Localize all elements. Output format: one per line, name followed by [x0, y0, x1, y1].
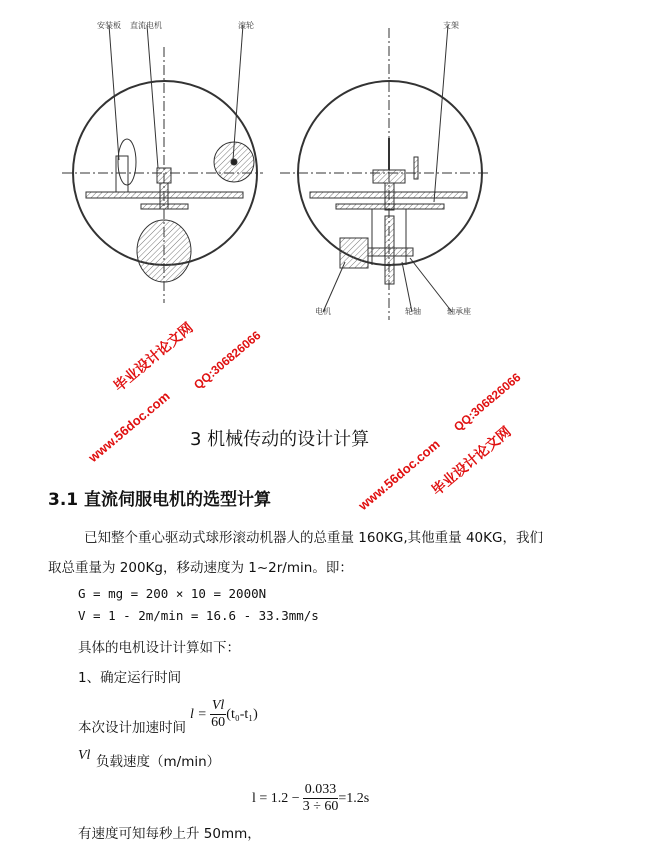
watermark-site: www.56doc.com [355, 436, 443, 513]
formula-result: l = 1.2 − $\frac{0.033}{3 \div 60}$ =1.2s [252, 782, 370, 814]
label-dc-motor: 直流电机 [130, 21, 162, 30]
paragraph-line: 有速度可知每秒上升 50mm， [78, 826, 261, 842]
watermark-qq: QQ:306826066 [191, 328, 264, 392]
label-motor: 电机 [315, 307, 331, 316]
paragraph-line: 负载速度（m/min） [96, 754, 221, 770]
equation-weight: G = mg = 200 × 10 = 2000N [78, 586, 267, 601]
watermark-name: 毕业设计论文网 [428, 423, 514, 499]
label-bracket: 支架 [443, 21, 459, 30]
formula-accel-time: l = $\frac{Vl}{60}$ (t₀-t₁) [190, 698, 258, 730]
watermark-name: 毕业设计论文网 [110, 319, 196, 395]
paragraph-line: 本次设计加速时间 [78, 720, 186, 736]
mechanism-figure [0, 0, 656, 330]
paragraph-line: 已知整个重心驱动式球形滚动机器人的总重量 160KG,其他重量 40KG，我们 [84, 530, 543, 546]
equation-velocity: V = 1 - 2m/min = 16.6 - 33.3mm/s [78, 608, 319, 623]
section-title: 3.1 直流伺服电机的选型计算 [48, 490, 272, 510]
label-bearing-seat: 轴承座 [447, 307, 471, 316]
watermark-site: www.56doc.com [85, 388, 173, 465]
chapter-title: 3 机械传动的设计计算 [190, 429, 370, 450]
vl-symbol: Vl [78, 748, 91, 763]
label-wheel-axle: 轮轴 [405, 307, 421, 316]
step-heading: 1、确定运行时间 [78, 670, 182, 686]
paragraph-line: 具体的电机设计计算如下： [78, 640, 240, 656]
label-mounting-plate: 安装板 [97, 21, 121, 30]
paragraph-line: 取总重量为 200Kg，移动速度为 1~2r/min。即： [48, 560, 353, 576]
watermark-qq: QQ:306826066 [451, 370, 524, 434]
label-roller: 滚轮 [238, 21, 254, 30]
